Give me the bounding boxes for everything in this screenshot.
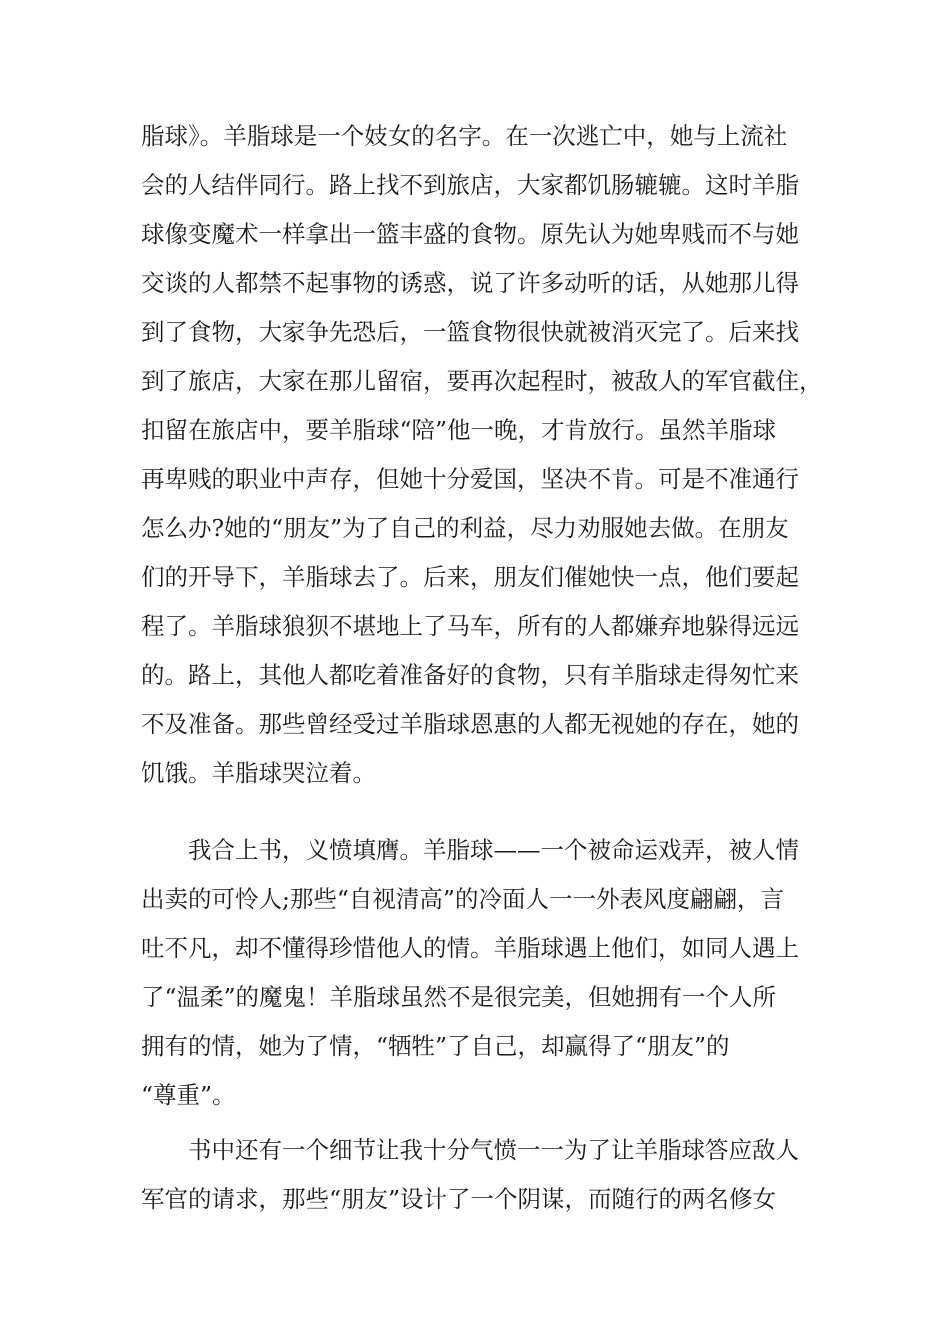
text-line: “尊重”。 [141, 1081, 236, 1109]
text-line: 会的人结伴同行。路上找不到旅店，大家都饥肠辘辘。这时羊脂 [141, 171, 799, 199]
text-line: 怎么办?她的“朋友”为了自己的利益，尽力劝服她去做。在朋友 [141, 514, 789, 542]
text-line: 的。路上，其他人都吃着准备好的食物，只有羊脂球走得匆忙来 [141, 661, 799, 689]
text-line: 交谈的人都禁不起事物的诱惑，说了许多动听的话，从她那儿得 [141, 269, 799, 297]
text-line: 军官的请求，那些“朋友”设计了一个阴谋，而随行的两名修女 [141, 1185, 777, 1213]
text-line: 了“温柔”的魔鬼！羊脂球虽然不是很完美，但她拥有一个人所 [141, 983, 777, 1011]
text-line: 吐不凡，却不懂得珍惜他人的情。羊脂球遇上他们，如同人遇上 [141, 934, 799, 962]
text-line-indented: 书中还有一个细节让我十分气愤一一为了让羊脂球答应敌人 [188, 1136, 799, 1164]
text-line: 程了。羊脂球狼狈不堪地上了马车，所有的人都嫌弃地躲得远远 [141, 612, 799, 640]
text-line: 扣留在旅店中，要羊脂球“陪”他一晚，才肯放行。虽然羊脂球 [141, 416, 777, 444]
paragraph-reflection [141, 826, 821, 1120]
text-line-indented: 我合上书，义愤填膺。羊脂球——一个被命运戏弄，被人情 [188, 836, 799, 864]
text-line: 脂球》。羊脂球是一个妓女的名字。在一次逃亡中，她与上流社 [141, 122, 788, 150]
text-line: 们的开导下，羊脂球去了。后来，朋友们催她快一点，他们要起 [141, 563, 799, 591]
text-line: 再卑贱的职业中声存，但她十分爱国，坚决不肯。可是不准通行 [141, 465, 799, 493]
text-line: 球像变魔术一样拿出一篮丰盛的食物。原先认为她卑贱而不与她 [141, 220, 799, 248]
text-line: 饥饿。羊脂球哭泣着。 [141, 759, 376, 787]
text-line: 拥有的情，她为了情，“牺牲”了自己，却赢得了“朋友”的 [141, 1032, 730, 1060]
text-line: 到了旅店，大家在那儿留宿，要再次起程时，被敌人的军官截住， [141, 367, 823, 395]
paragraph-story-summary [141, 112, 821, 798]
text-line: 到了食物，大家争先恐后，一篮食物很快就被消灭完了。后来找 [141, 318, 799, 346]
paragraph-detail [141, 1126, 821, 1224]
text-line: 不及准备。那些曾经受过羊脂球恩惠的人都无视她的存在，她的 [141, 710, 799, 738]
text-line: 出卖的可怜人;那些“自视清高”的冷面人一一外表风度翩翩，言 [141, 885, 784, 913]
